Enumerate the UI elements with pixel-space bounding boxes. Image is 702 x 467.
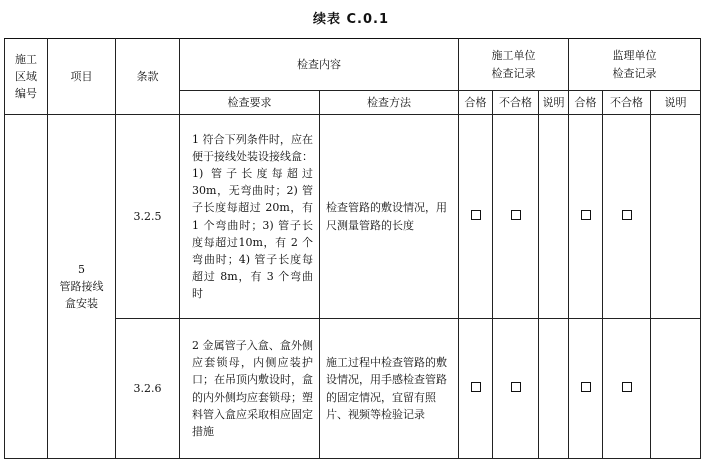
header-inspection-content: 检查内容 (180, 39, 459, 91)
header-method: 检查方法 (320, 91, 459, 115)
construction-note-cell[interactable] (539, 319, 569, 459)
header-requirement: 检查要求 (180, 91, 320, 115)
requirement-cell: 2 金属管子入盒、盒外侧应套锁母，内侧应装护口；在吊顶内敷设时，盒的内外侧均应套锁母；塑料管入盒应采取相应固定措施 (180, 319, 320, 459)
table-row (5, 115, 701, 319)
header-supervision-note: 说明 (651, 91, 701, 115)
construction-pass-checkbox[interactable] (471, 210, 481, 220)
item-cell (48, 115, 116, 459)
area-code-cell (5, 115, 48, 459)
supervision-note-cell[interactable] (651, 115, 701, 319)
supervision-fail-checkbox[interactable] (622, 382, 632, 392)
method-cell: 施工过程中检查管路的敷设情况，用手感检查管路的固定情况，宜留有照片、视频等检验记录 (320, 319, 459, 459)
header-supervision-fail: 不合格 (603, 91, 651, 115)
construction-pass-checkbox[interactable] (471, 382, 481, 392)
group-number: 5 (78, 262, 85, 276)
header-construction-record: 施工单位 检查记录 (459, 39, 569, 91)
group-name-line: 管路接线 (59, 279, 104, 293)
construction-fail-checkbox[interactable] (511, 382, 521, 392)
supervision-fail-checkbox[interactable] (622, 210, 632, 220)
header-supervision-record: 监理单位 检查记录 (569, 39, 701, 91)
requirement-cell: 1 符合下列条件时，应在便于接线处装设接线盒：1) 管子长度每超过30m，无弯曲时；2) 管子长度每超过 20m，有 1 个弯曲时；3) 管子长度每超过10m，有 2 个弯曲时；4) 管子长度每超过 8m，有 3 个弯曲时 (180, 115, 320, 319)
construction-note-cell[interactable] (539, 115, 569, 319)
header-item: 项目 (48, 39, 116, 115)
method-cell: 检查管路的敷设情况，用尺测量管路的长度 (320, 115, 459, 319)
header-construction-fail: 不合格 (493, 91, 539, 115)
clause-cell: 3.2.6 (116, 319, 180, 459)
header-construction-pass: 合格 (459, 91, 493, 115)
inspection-table (4, 38, 701, 459)
header-construction-note: 说明 (539, 91, 569, 115)
supervision-pass-checkbox[interactable] (581, 382, 591, 392)
supervision-note-cell[interactable] (651, 319, 701, 459)
header-area-code: 施工 区域 编号 (5, 39, 48, 115)
group-name-line: 盒安装 (65, 297, 98, 311)
construction-fail-checkbox[interactable] (511, 210, 521, 220)
header-supervision-pass: 合格 (569, 91, 603, 115)
supervision-pass-checkbox[interactable] (581, 210, 591, 220)
table-title: 续表 C.0.1 (312, 12, 390, 27)
clause-cell: 3.2.5 (116, 115, 180, 319)
header-clause: 条款 (116, 39, 180, 115)
